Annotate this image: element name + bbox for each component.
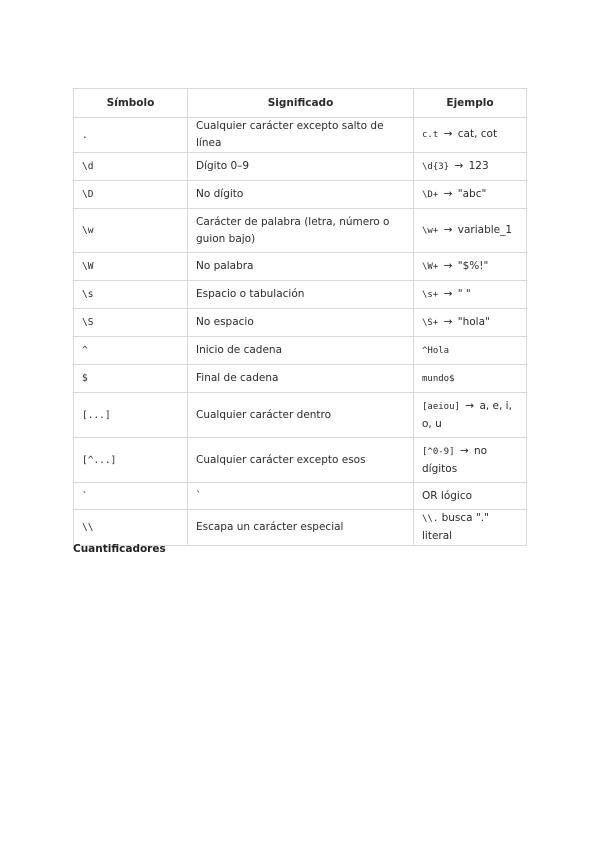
table-row <box>74 253 527 281</box>
cell-meaning: ` <box>188 483 414 510</box>
cell-symbol: ` <box>74 483 188 510</box>
example-code: \D+ <box>422 189 439 200</box>
cell-example <box>414 118 527 153</box>
cell-symbol: ^ <box>74 337 188 365</box>
example-text: " " <box>457 287 471 300</box>
example-code: \s+ <box>422 289 439 300</box>
regex-symbols-table <box>73 88 527 546</box>
table-row <box>74 153 527 181</box>
cell-symbol: . <box>74 118 188 153</box>
example-code: [^0-9] <box>422 446 455 457</box>
example-code: \W+ <box>422 261 439 272</box>
header-example: Ejemplo <box>414 89 527 118</box>
cell-meaning: Dígito 0–9 <box>188 153 414 181</box>
cell-symbol: \W <box>74 253 188 281</box>
table-row <box>74 438 527 483</box>
cell-meaning: Carácter de palabra (letra, número o guion bajo) <box>188 209 414 253</box>
arrow-icon: → <box>443 128 453 140</box>
example-text: a, e, i, o, u <box>422 399 512 430</box>
cell-example <box>414 153 527 181</box>
cell-meaning: No dígito <box>188 181 414 209</box>
header-symbol: Símbolo <box>74 89 188 118</box>
table-header-row <box>74 89 527 118</box>
cell-symbol: [^...] <box>74 438 188 483</box>
cell-meaning: Cualquier carácter excepto esos <box>188 438 414 483</box>
example-code: c.t <box>422 130 439 140</box>
arrow-icon: → <box>459 444 469 457</box>
cell-meaning: Inicio de cadena <box>188 337 414 365</box>
cell-meaning: Espacio o tabulación <box>188 281 414 309</box>
table-row <box>74 483 527 510</box>
cell-example <box>414 365 527 393</box>
section-heading: Cuantificadores <box>73 543 166 555</box>
example-text: variable_1 <box>457 223 513 236</box>
example-text: "abc" <box>457 187 487 200</box>
example-code: \S+ <box>422 317 439 328</box>
arrow-icon: → <box>465 399 475 412</box>
cell-example <box>414 337 527 365</box>
example-text: "$%!" <box>457 259 489 272</box>
table-row <box>74 309 527 337</box>
cell-symbol: \w <box>74 209 188 253</box>
header-meaning: Significado <box>188 89 414 118</box>
arrow-icon: → <box>443 223 453 236</box>
cell-example <box>414 438 527 483</box>
cell-symbol: \S <box>74 309 188 337</box>
example-text: "hola" <box>457 315 490 328</box>
cell-example <box>414 209 527 253</box>
example-code: [aeiou] <box>422 401 460 412</box>
example-code: \\. <box>422 514 439 524</box>
arrow-icon: → <box>443 259 453 272</box>
cell-symbol: \D <box>74 181 188 209</box>
example-code: \d{3} <box>422 161 450 172</box>
table-row <box>74 209 527 253</box>
arrow-icon: → <box>443 287 453 300</box>
cell-meaning: Escapa un carácter especial <box>188 510 414 546</box>
table-row <box>74 118 527 153</box>
example-code: ^Hola <box>422 345 450 356</box>
cell-meaning: Cualquier carácter dentro <box>188 393 414 438</box>
cell-example <box>414 181 527 209</box>
cell-meaning: No palabra <box>188 253 414 281</box>
table-row <box>74 181 527 209</box>
example-text: busca "." literal <box>422 512 489 542</box>
example-text: no dígitos <box>422 444 488 475</box>
table-row <box>74 393 527 438</box>
cell-example <box>414 253 527 281</box>
table-row <box>74 337 527 365</box>
cell-example <box>414 309 527 337</box>
cell-meaning: Final de cadena <box>188 365 414 393</box>
arrow-icon: → <box>443 187 453 200</box>
example-code: \w+ <box>422 225 439 236</box>
arrow-icon: → <box>443 315 453 328</box>
example-text: OR lógico <box>422 489 473 502</box>
cell-symbol: \\ <box>74 510 188 546</box>
table-row <box>74 281 527 309</box>
cell-symbol: \d <box>74 153 188 181</box>
example-text: 123 <box>468 159 489 172</box>
cell-example <box>414 281 527 309</box>
cell-meaning: No espacio <box>188 309 414 337</box>
example-text: cat, cot <box>457 128 498 140</box>
table-row <box>74 365 527 393</box>
cell-symbol: $ <box>74 365 188 393</box>
table-row <box>74 510 527 546</box>
cell-symbol: \s <box>74 281 188 309</box>
arrow-icon: → <box>454 159 464 172</box>
cell-example <box>414 510 527 546</box>
cell-meaning: Cualquier carácter excepto salto de línea <box>188 118 414 153</box>
cell-example <box>414 483 527 510</box>
cell-symbol: [...] <box>74 393 188 438</box>
cell-example <box>414 393 527 438</box>
example-code: mundo$ <box>422 373 455 384</box>
